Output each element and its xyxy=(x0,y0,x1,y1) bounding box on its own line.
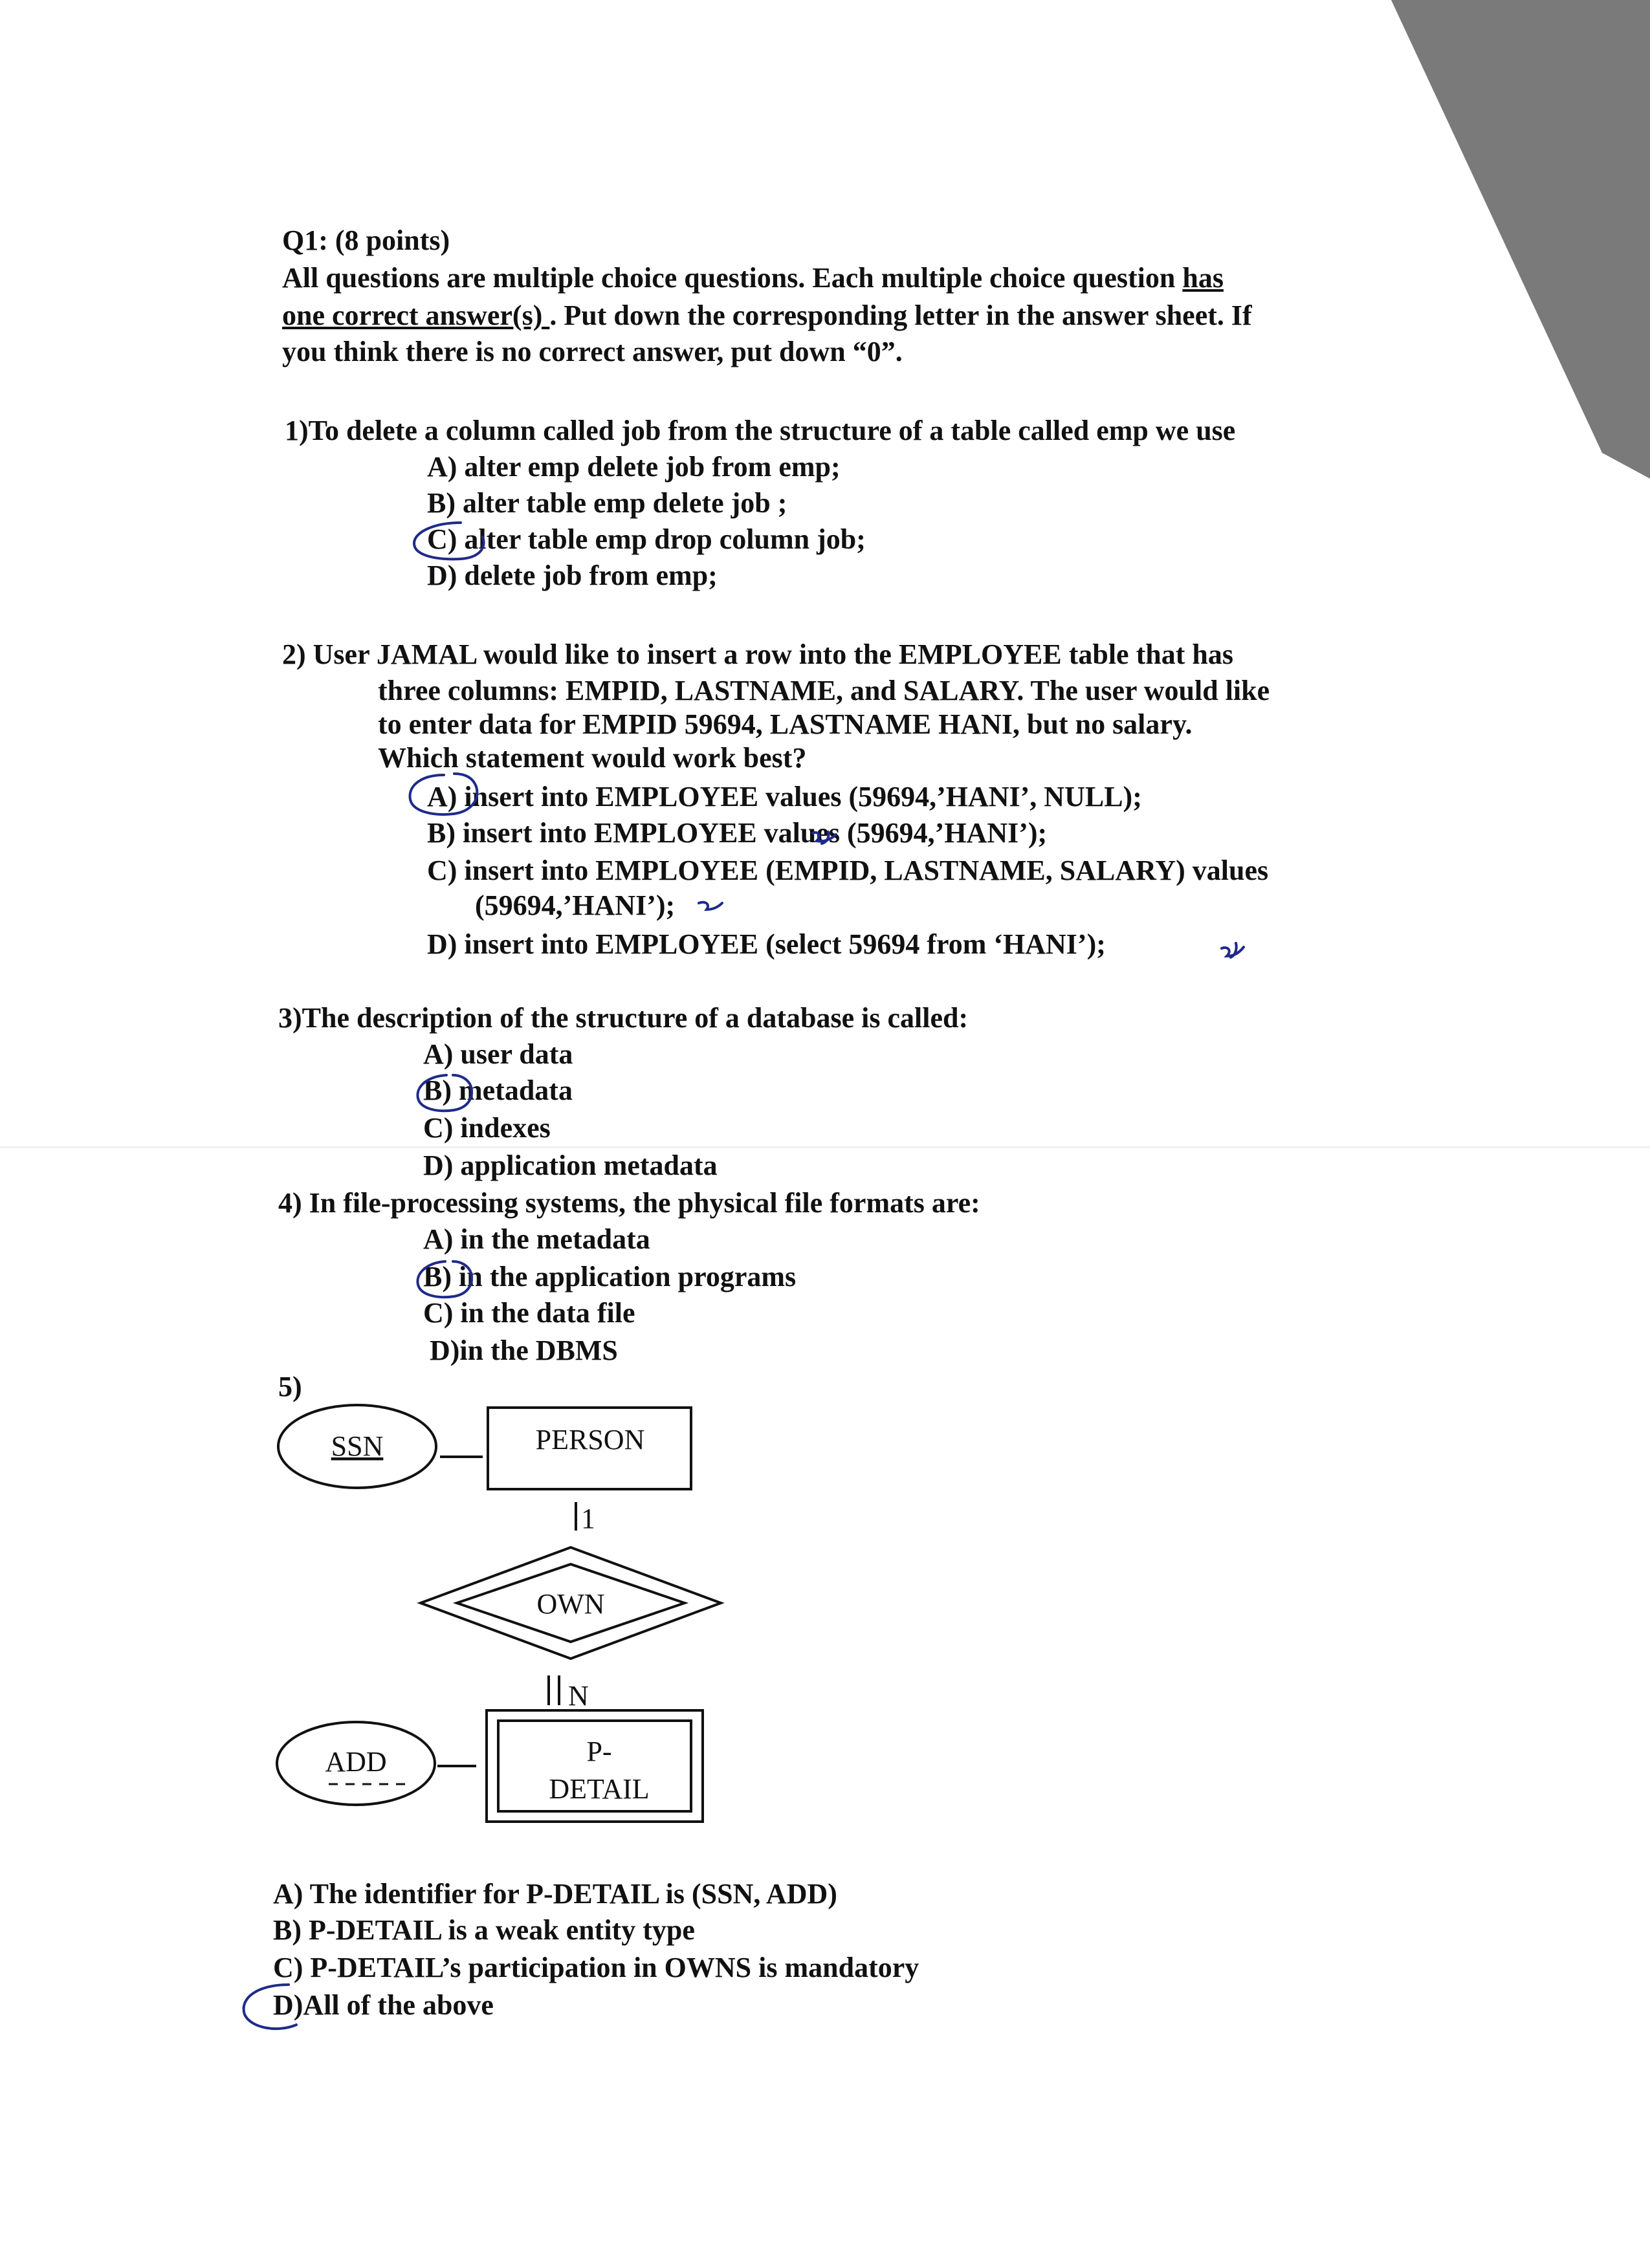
instructions-text: All questions are multiple choice questions. Each multiple choice question xyxy=(282,262,1183,294)
q5-option-b: B) P-DETAIL is a weak entity type xyxy=(273,1914,695,1946)
q2-stem-line-2: three columns: EMPID, LASTNAME, and SALARY. The user would like xyxy=(378,675,1270,706)
q4-stem: 4) In file-processing systems, the physical file formats are: xyxy=(278,1187,980,1219)
cardinality-n-label: N xyxy=(568,1680,589,1712)
q5-option-c: C) P-DETAIL’s participation in OWNS is mandatory xyxy=(273,1952,919,1983)
q2-option-b: B) insert into EMPLOYEE values (59694,’HANI’); xyxy=(427,817,1048,849)
q3-option-a: A) user data xyxy=(423,1038,573,1070)
q4-option-d: D)in the DBMS xyxy=(430,1335,618,1366)
q5-option-a: A) The identifier for P-DETAIL is (SSN, ADD) xyxy=(273,1878,837,1910)
q4-option-b: B) in the application programs xyxy=(423,1261,797,1292)
q3-stem: 3)The description of the structure of a database is called: xyxy=(278,1002,969,1034)
question-title: Q1: (8 points) xyxy=(282,224,450,256)
q1-option-b: B) alter table emp delete job ; xyxy=(427,487,787,519)
q5-stem: 5) xyxy=(278,1371,302,1402)
q2-stem-line-3: to enter data for EMPID 59694, LASTNAME HANI, but no salary. xyxy=(378,708,1193,740)
q2-stem-line-1: 2) User JAMAL would like to insert a row into the EMPLOYEE table that has xyxy=(282,638,1233,670)
q3-option-b: B) metadata xyxy=(423,1074,573,1106)
q1-option-d: D) delete job from emp; xyxy=(427,560,718,591)
q1-option-a: A) alter emp delete job from emp; xyxy=(427,451,841,483)
q1-stem: 1)To delete a column called job from the structure of a table called emp we use xyxy=(285,415,1236,446)
q2-option-c: C) insert into EMPLOYEE (EMPID, LASTNAME, SALARY) values xyxy=(427,855,1269,886)
q3-option-c: C) indexes xyxy=(423,1112,551,1144)
instructions-underlined: has xyxy=(1182,262,1224,294)
own-relationship-label: OWN xyxy=(536,1588,605,1620)
q1-option-c: C) alter table emp drop column job; xyxy=(427,523,866,555)
q3-option-d: D) application metadata xyxy=(423,1150,718,1181)
instructions-underlined: one correct answer(s) xyxy=(282,300,550,331)
pdetail-label-line-1: P- xyxy=(586,1736,612,1767)
q2-option-d: D) insert into EMPLOYEE (select 59694 from ‘HANI’); xyxy=(427,928,1106,960)
q2-option-c-continued: (59694,’HANI’); xyxy=(475,889,676,921)
cardinality-one-label: 1 xyxy=(581,1503,595,1534)
q2-stem-line-4: Which statement would work best? xyxy=(378,742,807,774)
pdetail-label-line-2: DETAIL xyxy=(549,1773,650,1805)
ssn-attribute-label: SSN xyxy=(331,1430,384,1462)
person-entity-label: PERSON xyxy=(535,1424,645,1456)
q2-option-a: A) insert into EMPLOYEE values (59694,’HANI’, NULL); xyxy=(427,781,1142,812)
q4-option-c: C) in the data file xyxy=(423,1297,635,1329)
q5-option-d: D)All of the above xyxy=(273,1989,494,2021)
q4-option-a: A) in the metadata xyxy=(423,1223,650,1255)
add-attribute-label: ADD xyxy=(325,1746,387,1778)
instructions-text: . Put down the corresponding letter in the answer sheet. If xyxy=(549,300,1252,331)
instructions-line-3: you think there is no correct answer, put down “0”. xyxy=(282,336,903,367)
